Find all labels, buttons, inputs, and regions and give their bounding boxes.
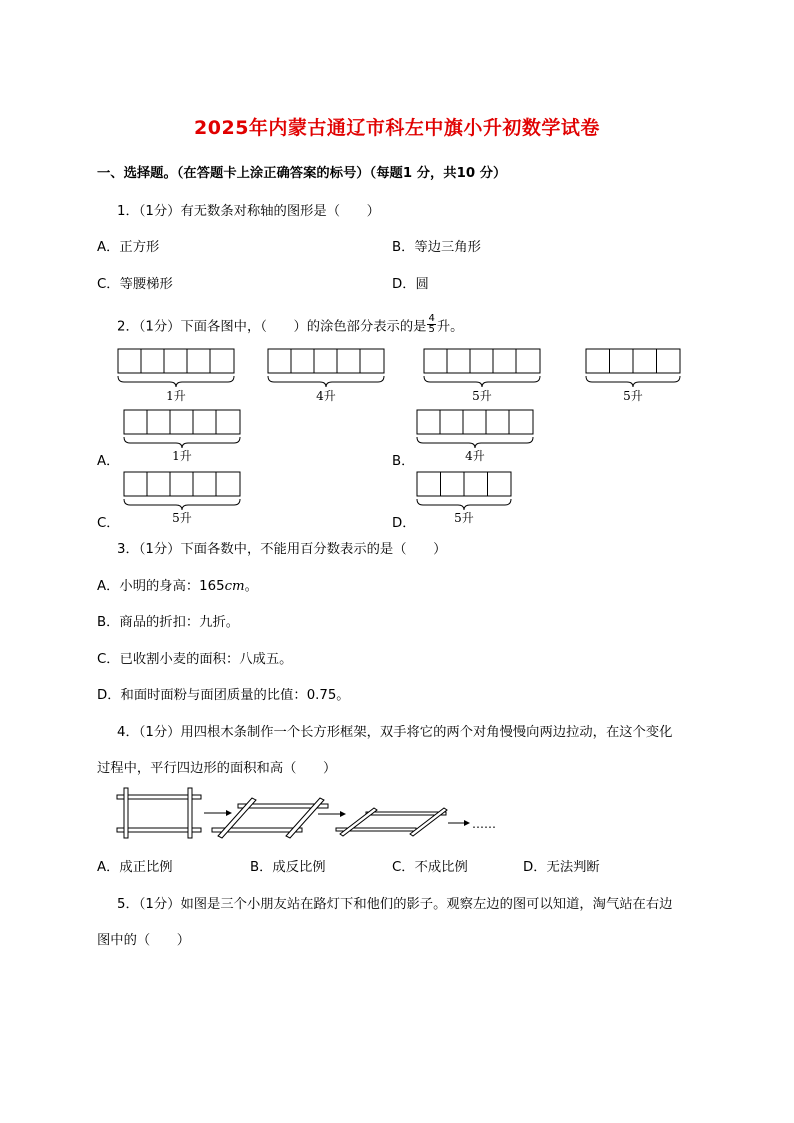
q4-frame-diagram [0,786,794,846]
q2-option-c-diagram [124,472,240,525]
q2-top-diagrams [0,340,794,410]
q2-top-label-4: 5升 [623,389,643,403]
q4-ellipsis: …… [472,817,496,831]
q1-option-c: C．等腰梯形 [97,277,173,292]
q3-option-c: C．已收割小麦的面积：八成五。 [97,652,293,667]
q2-option-d-letter: D． [392,516,416,531]
q2-option-c-label: 5升 [172,511,192,525]
q2-option-a-diagram [124,410,240,463]
question-5-stem-line1: 5．（1分）如图是三个小朋友站在路灯下和他们的影子。观察左边的图可以知道，淘气站在右边 [117,897,673,912]
q3-option-a-unit: cm [224,579,245,594]
q2-option-c-letter: C． [97,516,120,531]
question-5-stem-line2: 图中的（ ） [97,933,191,948]
question-4-stem-line2: 过程中，平行四边形的面积和高（ ） [97,761,337,776]
q2-options-cd-diagrams [0,464,794,530]
q3-option-d: D．和面时面粉与面团质量的比值：0.75。 [97,688,350,703]
q2-option-b-label: 4升 [465,449,485,463]
q2-option-a-label: 1升 [172,449,192,463]
question-2-stem [117,313,464,337]
q2-option-d-diagram [417,472,511,525]
q3-option-a-suffix: 。 [244,579,258,594]
q2-option-b-letter: B． [392,454,415,469]
q2-options-ab-diagrams [0,402,794,468]
q2-option-d-label: 5升 [454,511,474,525]
q2-fraction-numerator: 4 [428,313,435,324]
q4-option-a: A．成正比例 [97,860,173,875]
arrow-right-icon [204,810,232,816]
q1-option-d: D．圆 [392,277,429,292]
q4-rectangle-frame [117,788,201,838]
q2-top-label-1: 1升 [166,389,186,403]
q3-option-b: B．商品的折扣：九折。 [97,615,240,630]
q4-option-b: B．成反比例 [250,860,326,875]
q3-option-a-text: A．小明的身高：165 [97,579,225,594]
section-heading: 一、选择题。（在答题卡上涂正确答案的标号）（每题1 分，共10 分） [97,166,507,181]
q2-top-diagram-1 [118,349,234,403]
q4-parallelogram-frame-1 [212,798,328,838]
q1-option-b: B．等边三角形 [392,240,481,255]
q1-option-a: A．正方形 [97,240,160,255]
q2-top-label-3: 5升 [472,389,492,403]
q4-parallelogram-frame-2 [336,808,447,836]
q2-top-diagram-3 [424,349,540,403]
arrow-right-icon [448,820,470,826]
q4-option-c: C．不成比例 [392,860,468,875]
exam-title: 2025年内蒙古通辽市科左中旗小升初数学试卷 [194,117,600,139]
q2-fraction [427,314,435,335]
q2-top-diagram-4 [586,349,680,403]
q2-stem-before: 2．（1分）下面各图中，（ ）的涂色部分表示的是 [117,319,427,335]
q2-option-a-letter: A． [97,454,120,469]
arrow-right-icon [318,811,346,817]
q2-option-b-diagram [417,410,533,463]
q3-option-a [97,578,258,596]
q2-fraction-denominator: 5 [428,324,435,335]
q4-option-d: D．无法判断 [523,860,600,875]
q2-stem-after: 升。 [436,319,464,335]
q2-top-diagram-2 [268,349,384,403]
question-1-stem: 1．（1分）有无数条对称轴的图形是（ ） [117,204,380,219]
q2-top-label-2: 4升 [316,389,336,403]
question-3-stem: 3．（1分）下面各数中，不能用百分数表示的是（ ） [117,542,447,557]
question-4-stem-line1: 4．（1分）用四根木条制作一个长方形框架，双手将它的两个对角慢慢向两边拉动，在这个变化 [117,725,673,740]
